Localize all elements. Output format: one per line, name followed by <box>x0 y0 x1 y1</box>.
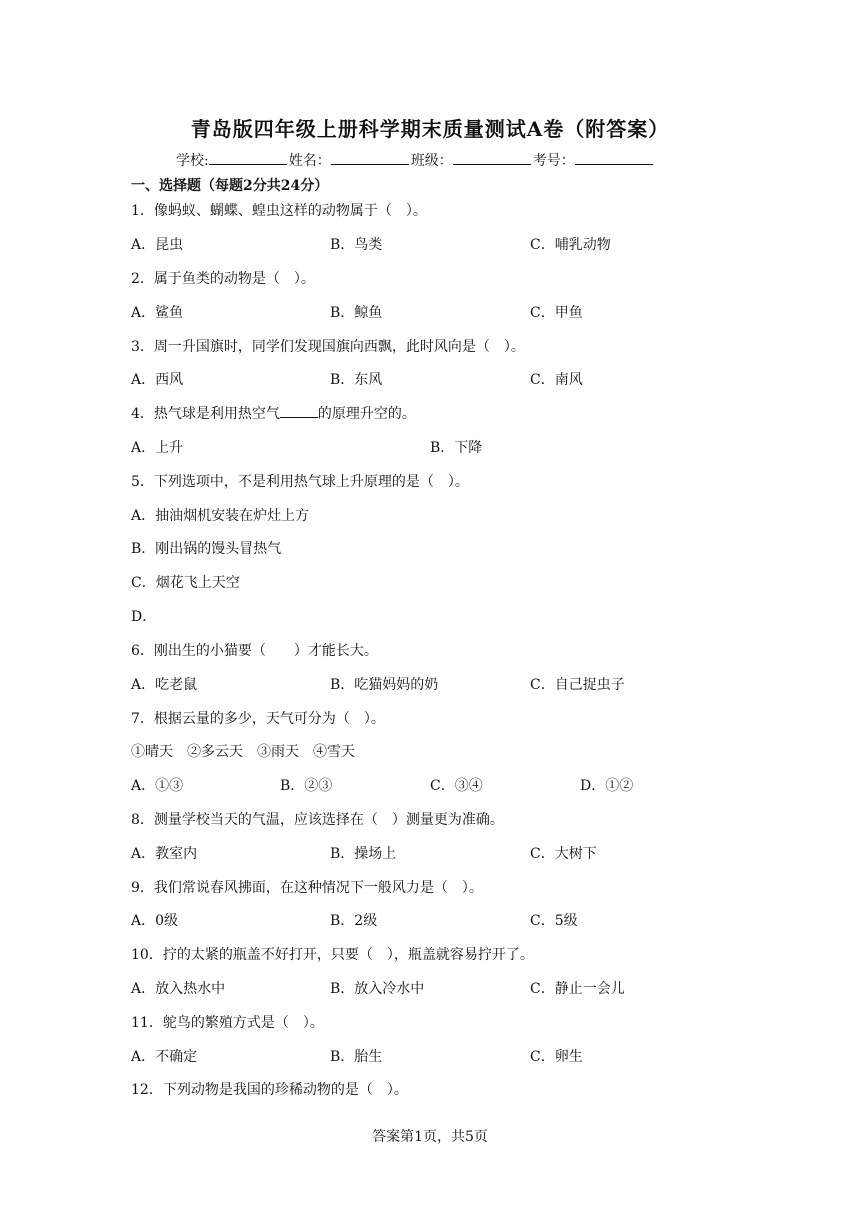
option-a: A．教室内 <box>131 846 198 862</box>
question-7-options <box>131 776 731 796</box>
option-c: C．烟花飞上天空 <box>131 575 240 591</box>
question-4-stem <box>131 404 416 424</box>
question-6-options <box>131 675 731 695</box>
option-b: B．操场上 <box>330 846 397 862</box>
question-7-stem: 7．根据云量的多少，天气可分为（ ）。 <box>131 711 385 727</box>
option-d: D．①② <box>580 778 634 794</box>
option-b: B．鸟类 <box>330 237 383 253</box>
school-blank[interactable] <box>209 151 287 165</box>
option-c: C．甲鱼 <box>530 305 583 321</box>
option-c: C．静止一会儿 <box>530 981 625 997</box>
exam-no-label: 考号： <box>532 153 575 169</box>
question-9-stem: 9．我们常说春风拂面，在这种情况下一般风力是（ ）。 <box>131 880 483 896</box>
class-blank[interactable] <box>453 151 531 165</box>
question-8-stem: 8．测量学校当天的气温，应该选择在（ ）测量更为准确。 <box>131 812 504 828</box>
option-a: A．放入热水中 <box>131 981 226 997</box>
option-b: B．2级 <box>330 913 378 929</box>
question-11-options <box>131 1047 731 1067</box>
option-d: D． <box>131 609 157 625</box>
option-c: C．自己捉虫子 <box>530 677 625 693</box>
question-10-stem: 10．拧的太紧的瓶盖不好打开，只要（ ），瓶盖就容易拧开了。 <box>131 947 534 963</box>
question-2-options <box>131 303 731 323</box>
option-b: B．吃猫妈妈的奶 <box>330 677 439 693</box>
question-4-stem-end: 的原理升空的。 <box>317 406 416 422</box>
option-a: A．抽油烟机安装在炉灶上方 <box>131 508 310 524</box>
option-a: A．鲨鱼 <box>131 305 184 321</box>
question-4-options <box>131 438 731 458</box>
option-a: A．西风 <box>131 372 184 388</box>
page-footer: 答案第1页，共5页 <box>372 1129 488 1145</box>
question-1-options <box>131 235 731 255</box>
option-b: B．刚出锅的馒头冒热气 <box>131 541 282 557</box>
option-c: C．5级 <box>530 913 578 929</box>
option-b: B．东风 <box>330 372 383 388</box>
question-9-options <box>131 911 731 931</box>
option-a: A．吃老鼠 <box>131 677 198 693</box>
exam-no-blank[interactable] <box>575 151 653 165</box>
question-12-stem: 12．下列动物是我国的珍稀动物的是（ ）。 <box>131 1082 408 1098</box>
question-6-stem: 6．刚出生的小猫要（ ）才能长大。 <box>131 643 378 659</box>
question-5-stem: 5．下列选项中，不是利用热气球上升原理的是（ ）。 <box>131 474 469 490</box>
option-a: A．上升 <box>131 440 184 456</box>
option-c: C．哺乳动物 <box>530 237 611 253</box>
question-11-stem: 11．鸵鸟的繁殖方式是（ ）。 <box>131 1015 324 1031</box>
option-b: B．放入冷水中 <box>330 981 425 997</box>
question-4-stem-start: 4．热气球是利用热空气 <box>131 406 280 422</box>
class-label: 班级： <box>410 153 453 169</box>
fill-in-blank[interactable] <box>280 404 318 418</box>
option-b: B．②③ <box>280 778 333 794</box>
option-b: B．下降 <box>430 440 483 456</box>
section-heading: 一、选择题（每题2分共24分） <box>131 178 329 194</box>
student-info-line <box>176 150 655 170</box>
question-3-options <box>131 370 731 390</box>
option-a: A．①③ <box>131 778 184 794</box>
question-3-stem: 3．周一升国旗时，同学们发现国旗向西飘，此时风向是（ ）。 <box>131 339 525 355</box>
option-a: A．0级 <box>131 913 179 929</box>
question-7-choices: ①晴天 ②多云天 ③雨天 ④雪天 <box>131 744 355 760</box>
page-title: 青岛版四年级上册科学期末质量测试A卷（附答案） <box>190 117 670 141</box>
option-b: B．鲸鱼 <box>330 305 383 321</box>
option-c: C．南风 <box>530 372 583 388</box>
option-b: B．胎生 <box>330 1049 383 1065</box>
option-a: A．不确定 <box>131 1049 198 1065</box>
school-label: 学校: <box>176 153 209 169</box>
name-label: 姓名： <box>288 153 331 169</box>
option-c: C．③④ <box>430 778 483 794</box>
question-10-options <box>131 979 731 999</box>
name-blank[interactable] <box>331 151 409 165</box>
option-c: C．卵生 <box>530 1049 583 1065</box>
option-c: C．大树下 <box>530 846 597 862</box>
question-2-stem: 2．属于鱼类的动物是（ ）。 <box>131 271 315 287</box>
question-1-stem: 1．像蚂蚁、蝴蝶、蝗虫这样的动物属于（ ）。 <box>131 203 427 219</box>
option-a: A．昆虫 <box>131 237 184 253</box>
question-8-options <box>131 844 731 864</box>
